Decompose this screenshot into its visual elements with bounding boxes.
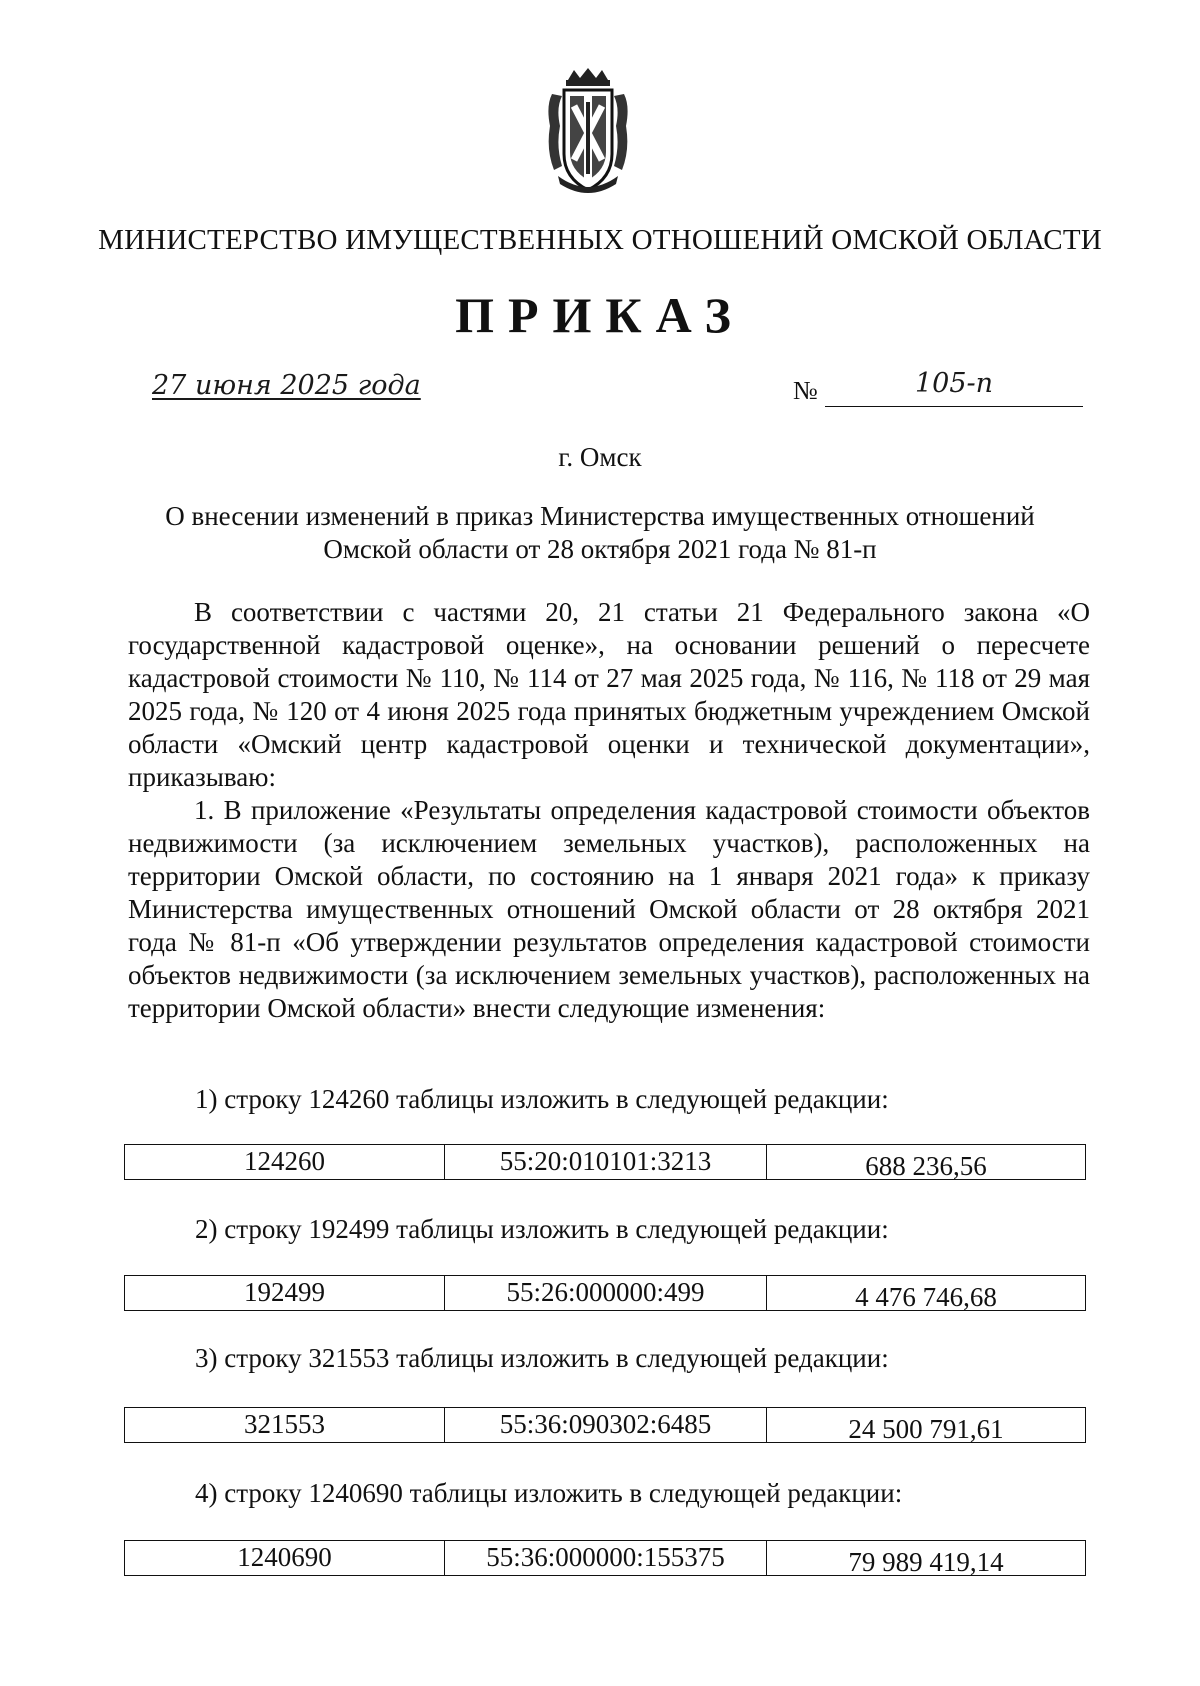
amendment-intro: 4) строку 1240690 таблицы изложить в следующей редакции: bbox=[195, 1478, 903, 1508]
cadastral-value-cell: 4 476 746,68 bbox=[855, 1282, 997, 1310]
handwritten-number: 105-п bbox=[915, 368, 994, 399]
cadastral-number-cell: 55:36:090302:6485 bbox=[445, 1408, 767, 1442]
order-body bbox=[128, 596, 1090, 1025]
amendment-intro: 1) строку 124260 таблицы изложить в следующей редакции: bbox=[195, 1084, 889, 1114]
ministry-name: МИНИСТЕРСТВО ИМУЩЕСТВЕННЫХ ОТНОШЕНИЙ ОМСКОЙ ОБЛАСТИ bbox=[98, 224, 1102, 256]
body-paragraph: В соответствии с частями 20, 21 статьи 21 Федерального закона «О государственной кадастровой оценке», на основании решений о пересчете кадастровой стоимости № 110, № 114 от 27 мая 2025 года, № 116, № 118 от 29 мая 2025 года, № 120 от 4 июня 2025 года принятых бюджетным учреждением Омской области «Омский центр кадастровой оценки и технической документации», приказываю: bbox=[128, 597, 1090, 792]
number-underline bbox=[825, 406, 1083, 407]
amendment-table-row bbox=[124, 1275, 1086, 1311]
row-number-cell: 192499 bbox=[125, 1276, 445, 1310]
body-paragraph: 1. В приложение «Результаты определения кадастровой стоимости объектов недвижимости (за исключением земельных участков), расположенных на территории Омской области, по состоянию на 1 января 2021 года» к приказу Министерства имущественных отношений Омской области от 28 октября 2021 года № 81-п «Об утверждении результатов определения кадастровой стоимости объектов недвижимости (за исключением земельных участков), расположенных на территории Омской области» внести следующие изменения: bbox=[128, 795, 1090, 1023]
row-number-cell: 124260 bbox=[125, 1145, 445, 1179]
cadastral-value-cell: 24 500 791,61 bbox=[848, 1414, 1004, 1442]
cadastral-number-cell: 55:26:000000:499 bbox=[445, 1276, 767, 1310]
number-sign: № bbox=[793, 376, 818, 405]
amendment-table-row bbox=[124, 1540, 1086, 1576]
handwritten-date: 27 июня 2025 года bbox=[152, 370, 421, 401]
cadastral-number-cell: 55:20:010101:3213 bbox=[445, 1145, 767, 1179]
amendment-intro: 2) строку 192499 таблицы изложить в следующей редакции: bbox=[195, 1214, 889, 1244]
subject-line: О внесении изменений в приказ Министерства имущественных отношений bbox=[165, 501, 1035, 531]
city-line: г. Омск bbox=[558, 442, 642, 472]
subject-line: Омской области от 28 октября 2021 года № 81-п bbox=[323, 534, 877, 564]
row-number-cell: 1240690 bbox=[125, 1541, 445, 1575]
cadastral-value-cell: 79 989 419,14 bbox=[848, 1547, 1004, 1575]
row-number-cell: 321553 bbox=[125, 1408, 445, 1442]
order-subject bbox=[100, 500, 1100, 566]
omsk-oblast-coat-of-arms-icon bbox=[538, 66, 638, 198]
document-type-title: ПРИКАЗ bbox=[455, 287, 745, 343]
amendment-table-row bbox=[124, 1407, 1086, 1443]
order-number bbox=[793, 368, 1083, 414]
amendment-intro: 3) строку 321553 таблицы изложить в следующей редакции: bbox=[195, 1343, 889, 1373]
cadastral-value-cell: 688 236,56 bbox=[865, 1151, 987, 1179]
cadastral-number-cell: 55:36:000000:155375 bbox=[445, 1541, 767, 1575]
amendment-table-row bbox=[124, 1144, 1086, 1180]
